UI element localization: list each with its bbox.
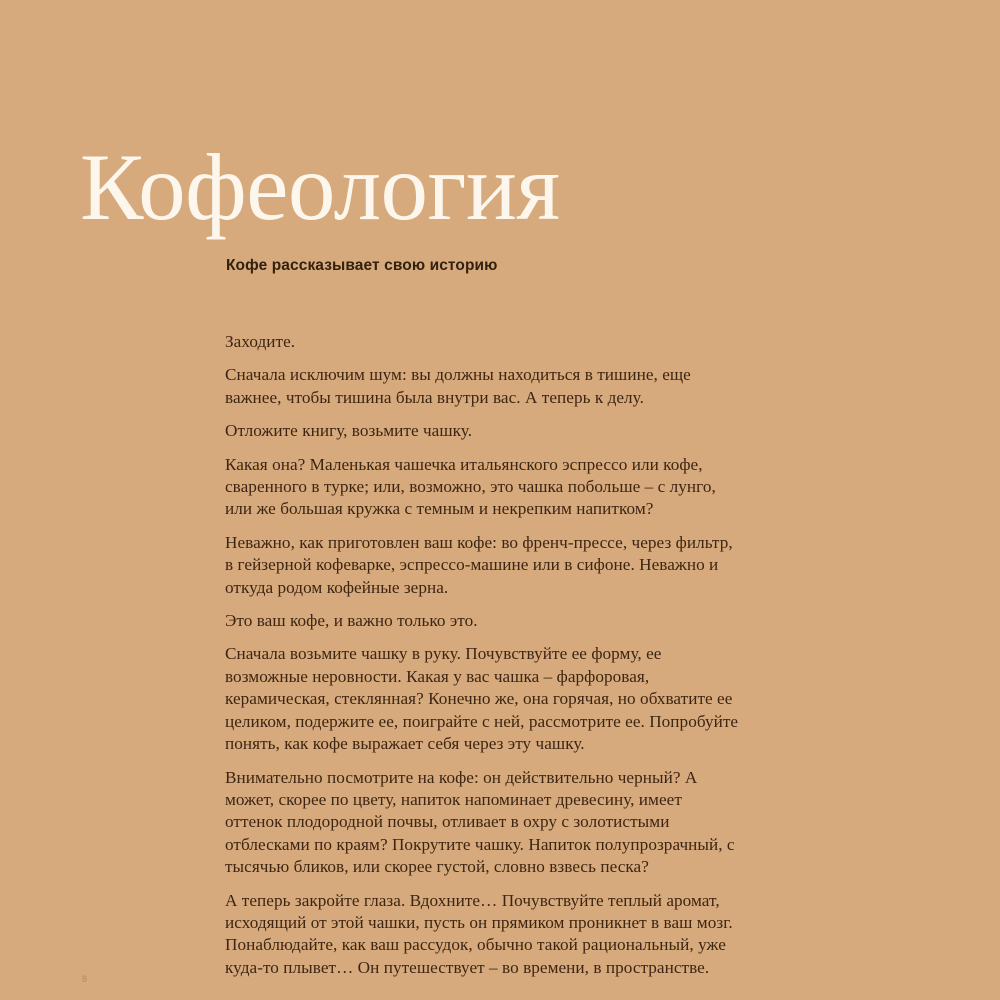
masthead bbox=[80, 134, 920, 275]
body-paragraph: Неважно, как приготовлен ваш кофе: во френч-прессе, через фильтр, в гейзерной кофеварке, эспрессо-машине или в сифоне. Неважно и откуда родом кофейные зерна. bbox=[225, 532, 733, 597]
body-paragraph: Внимательно посмотрите на кофе: он действительно черный? А может, скорее по цвету, напиток напоминает древесину, имеет оттенок плодородной почвы, отливает в охру с золотистыми отблесками по краям? Покрутите чашку. Напиток полупрозрачный, с тысячью бликов, или скорее густой, словно взвесь песка? bbox=[225, 767, 735, 877]
page-number: 8 bbox=[82, 974, 88, 984]
body-paragraph: Отложите книгу, возьмите чашку. bbox=[225, 421, 473, 441]
body-paragraph: Сначала возьмите чашку в руку. Почувствуйте ее форму, ее возможные неровности. Какая у вас чашка – фарфоровая, керамическая, стеклянная? Конечно же, она горячая, но обхватите ее целиком, подержите ее, поиграйте с ней, рассмотрите ее. Попробуйте понять, как кофе выражает себя через эту чашку. bbox=[225, 644, 739, 754]
body-paragraph: Сначала исключим шум: вы должны находиться в тишине, еще важнее, чтобы тишина была внутри вас. А теперь к делу. bbox=[225, 365, 691, 407]
body-paragraph: А теперь закройте глаза. Вдохните… Почувствуйте теплый аромат, исходящий от этой чашки, пусть он прямиком проникнет в ваш мозг. Понаблюдайте, как ваш рассудок, обычно такой рациональный, уже куда-то плывет… Он путешествует – во времени, в пространстве. bbox=[225, 890, 733, 977]
article-body bbox=[225, 331, 740, 979]
body-paragraph: Заходите. bbox=[225, 332, 296, 351]
body-paragraph: Какая она? Маленькая чашечка итальянского эспрессо или кофе, сваренного в турке; или, возможно, это чашка побольше – с лунго, или же большая кружка с темным и некрепким напитком? bbox=[225, 454, 716, 519]
page-subtitle: Кофе рассказывает свою историю bbox=[226, 257, 498, 274]
page-title: Кофеология bbox=[80, 134, 560, 240]
subtitle-row bbox=[80, 257, 920, 275]
body-paragraph: Это ваш кофе, и важно только это. bbox=[225, 611, 478, 631]
